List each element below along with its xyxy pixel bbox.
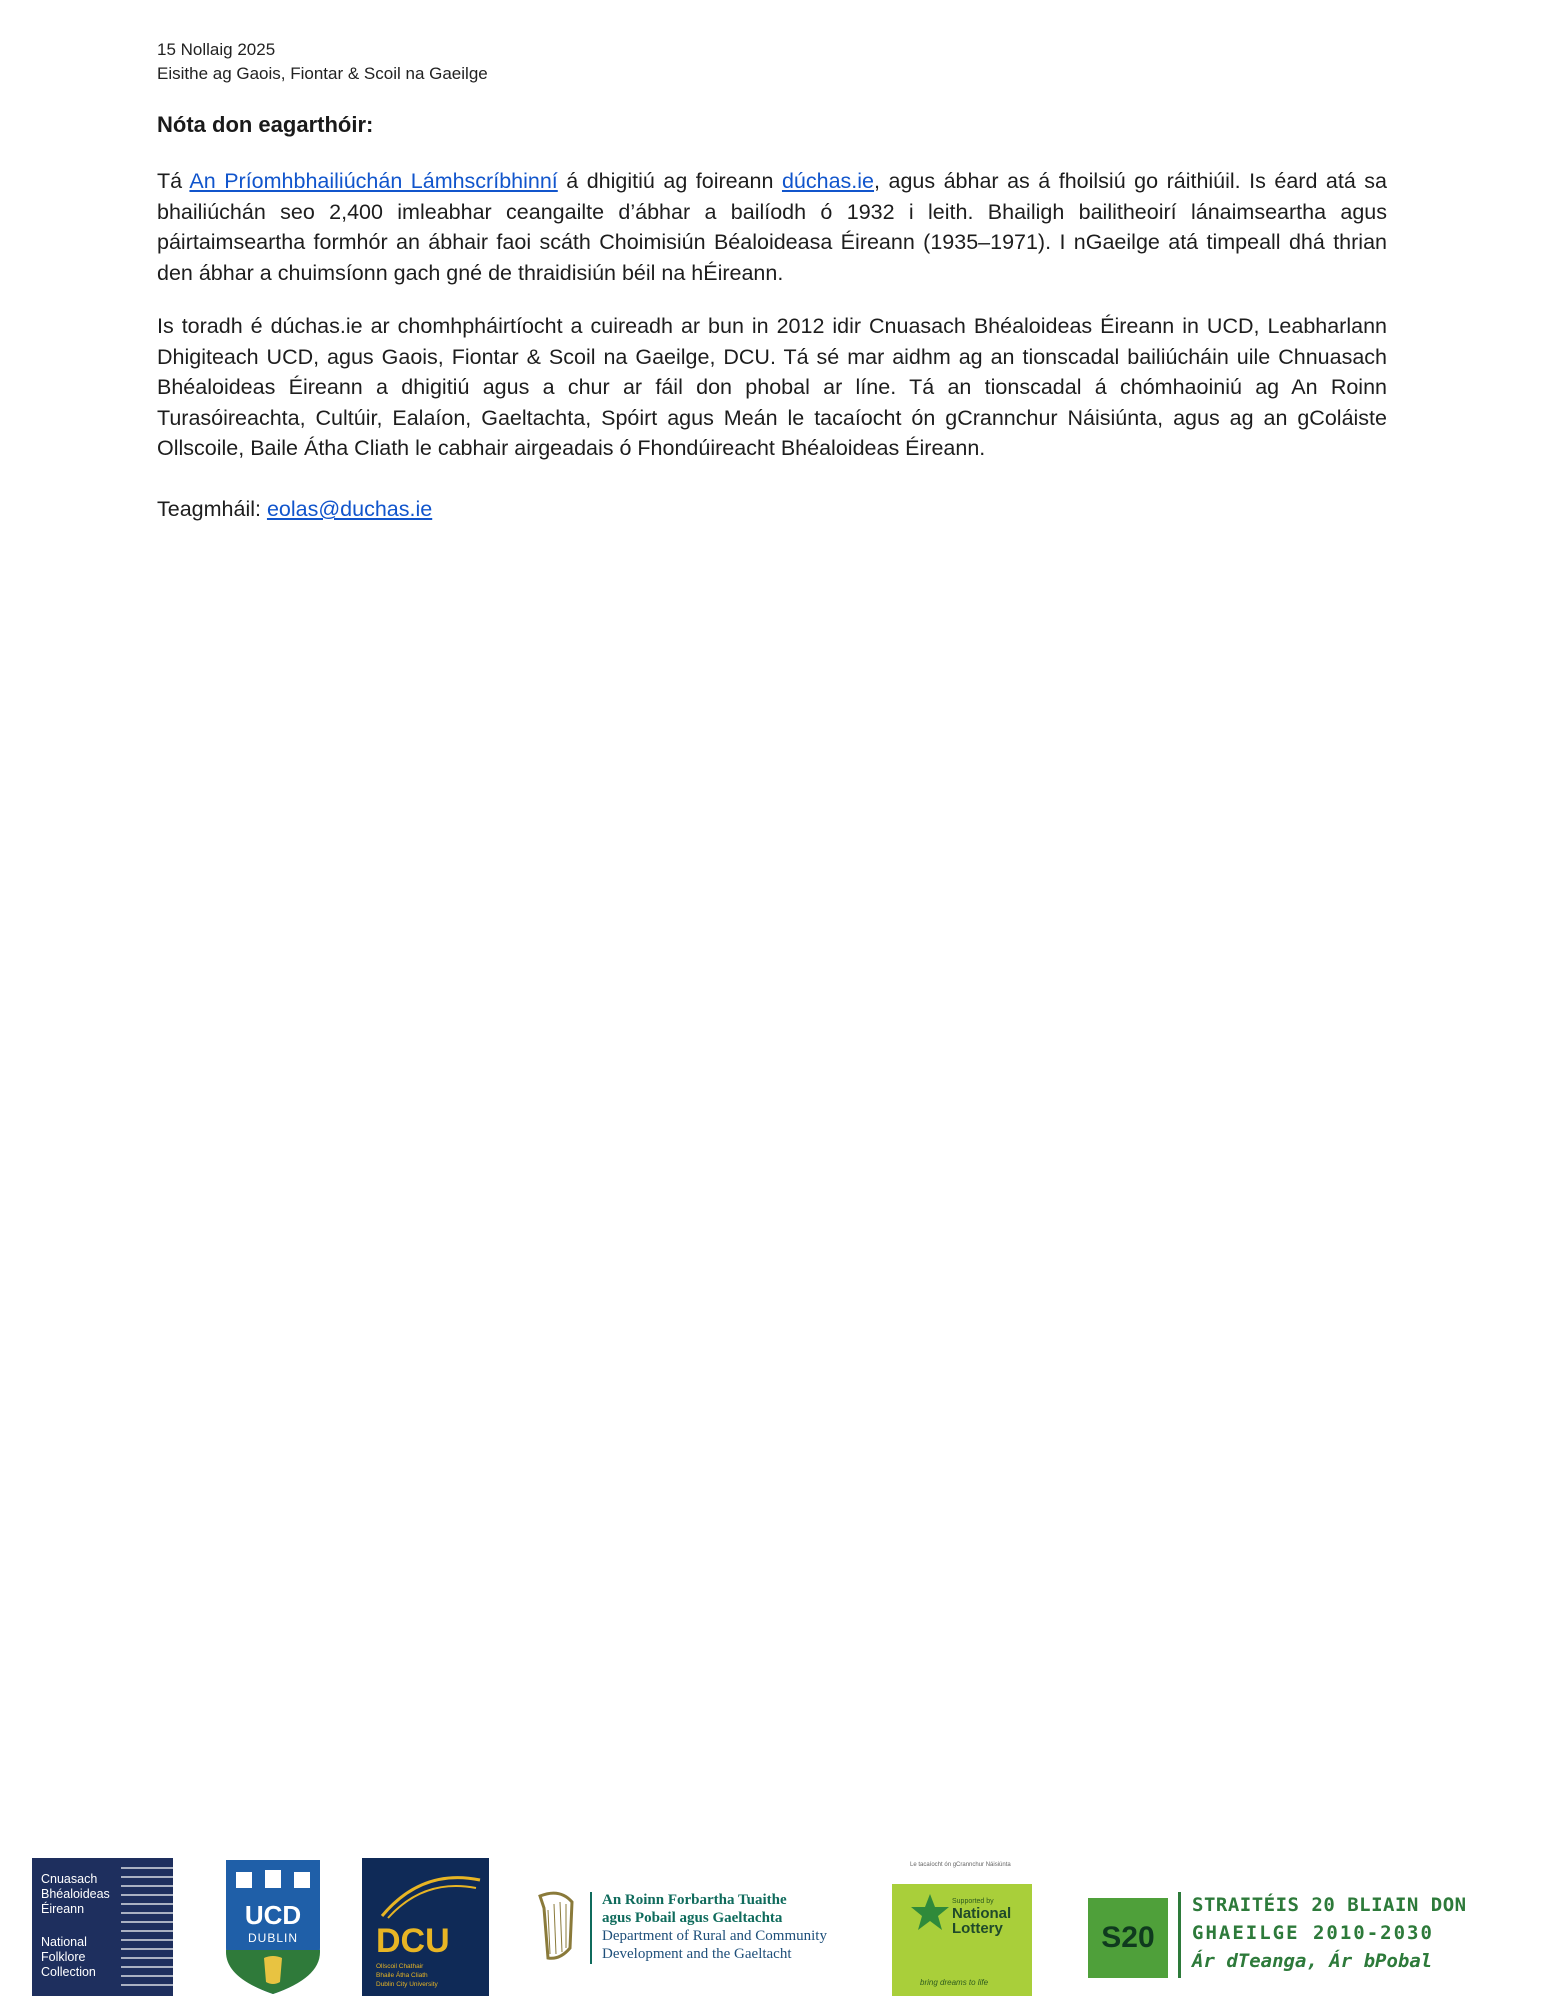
lottery-tagline: bring dreams to life: [920, 1978, 989, 1987]
issued-by: Eisithe ag Gaois, Fiontar & Scoil na Gaeilge: [157, 64, 488, 83]
nfc-line: Cnuasach: [41, 1872, 98, 1886]
nfc-line: Collection: [41, 1965, 96, 1979]
dept-line2: agus Pobail agus Gaeltachta: [602, 1910, 783, 1926]
dept-line3: Department of Rural and Community: [602, 1928, 827, 1944]
s20-divider: [1178, 1892, 1181, 1978]
lottery-caption: Le tacaíocht ón gCrannchur Náisiúnta: [910, 1862, 1011, 1868]
dept-divider: [590, 1892, 592, 1964]
ucd-dublin: DUBLIN: [247, 1931, 299, 1945]
ucd-crest-logo: [224, 1858, 322, 1996]
dcu-sub1: Ollscoil Chathair: [376, 1963, 424, 1970]
contact-email-link[interactable]: eolas@duchas.ie: [266, 497, 433, 521]
s20-strategy-logo: [1088, 1892, 1467, 1978]
issue-date: 15 Nollaig 2025: [157, 40, 276, 59]
lottery-name-1: National: [952, 1905, 1012, 1922]
duchas-link[interactable]: dúchas.ie: [781, 169, 875, 193]
dcu-sub3: Dublin City University: [376, 1981, 438, 1988]
national-folklore-collection-logo: [32, 1858, 173, 1996]
nfc-line: National: [41, 1935, 87, 1949]
s20-badge: S20: [1088, 1898, 1168, 1978]
contact-line: [157, 494, 1387, 525]
nfc-line: Bhéaloideas: [41, 1887, 110, 1901]
contact-label: Teagmháil:: [157, 497, 267, 521]
paragraph-partnership: Is toradh é dúchas.ie ar chomhpháirtíocht a cuireadh ar bun in 2012 idir Cnuasach Bhéaloideas Éireann in UCD, Leabharlann Dhigiteach UCD, agus Gaois, Fiontar & Scoil na Gaeilge, DCU. Tá sé mar aidhm ag an tionscadal bailiúcháin uile Chnuasach Bhéaloideas Éireann a dhigitiú agus a chur ar fáil don phobal ar líne. Tá an tionscadal á chómhaoiniú ag An Roinn Turasóireachta, Cultúir, Ealaíon, Gaeltachta, Spóirt agus Meán le tacaíocht ón gCrannchur Náisiúnta, agus ag an gColáiste Ollscoile, Baile Átha Cliath le cabhair airgeadais ó Fhondúireacht Bhéaloideas Éireann.: [157, 314, 1387, 460]
p1-between: á dhigitiú ag foireann: [557, 169, 782, 193]
star-icon: [910, 1892, 950, 1932]
dcu-logo: [362, 1858, 489, 1996]
s20-line1: STRAITÉIS 20 BLIAIN DON: [1192, 1894, 1467, 1916]
s20-line3: Ár dTeanga, Ár bPobal: [1192, 1950, 1433, 1972]
nfc-stripes-icon: [121, 1858, 173, 1996]
p1-after: , agus ábhar as á fhoilsiú go ráithiúil. Is éard atá sa bhailiúchán seo 2,400 imleabhar ceangailte d’ábhar a bailíodh ó 1932 i leith. Bhailigh bailitheoirí lánaimseartha agus páirtaimseartha formhór an ábhair faoi scáth Choimisiún Béaloideasa Éireann (1935–1971). I nGaeilge atá timpeall dhá thrian den ábhar a chuimsíonn gach gné de thraidisiún béil na hÉireann.: [157, 169, 1387, 285]
nfc-line: Éireann: [41, 1902, 85, 1916]
nfc-line: Folklore: [41, 1950, 86, 1964]
dept-line1: An Roinn Forbartha Tuaithe: [602, 1892, 787, 1908]
document-header: [157, 38, 488, 86]
department-rural-community-logo: [530, 1888, 860, 1968]
lottery-name-2: Lottery: [952, 1920, 1003, 1937]
dept-line4: Development and the Gaeltacht: [602, 1946, 792, 1962]
nfc-english-name: [41, 1935, 96, 1980]
dcu-name: DCU: [376, 1922, 450, 1960]
s20-line2: GHAEILGE 2010-2030: [1192, 1922, 1434, 1944]
lottery-supported: Supported by: [952, 1898, 994, 1905]
note-title: Nóta don eagarthóir:: [157, 112, 374, 137]
main-manuscript-collection-link[interactable]: An Príomhbhailiúchán Lámhscríbhinní: [189, 169, 558, 193]
dcu-sub2: Bhaile Átha Cliath: [376, 1972, 428, 1979]
national-lottery-logo: [892, 1862, 1032, 1996]
harp-icon: [530, 1888, 580, 1968]
nfc-irish-name: [41, 1872, 110, 1917]
ucd-name: UCD: [244, 1900, 302, 1930]
paragraph-collection: [157, 166, 1387, 288]
p1-before: Tá: [157, 169, 190, 193]
lottery-name: [952, 1906, 1011, 1936]
